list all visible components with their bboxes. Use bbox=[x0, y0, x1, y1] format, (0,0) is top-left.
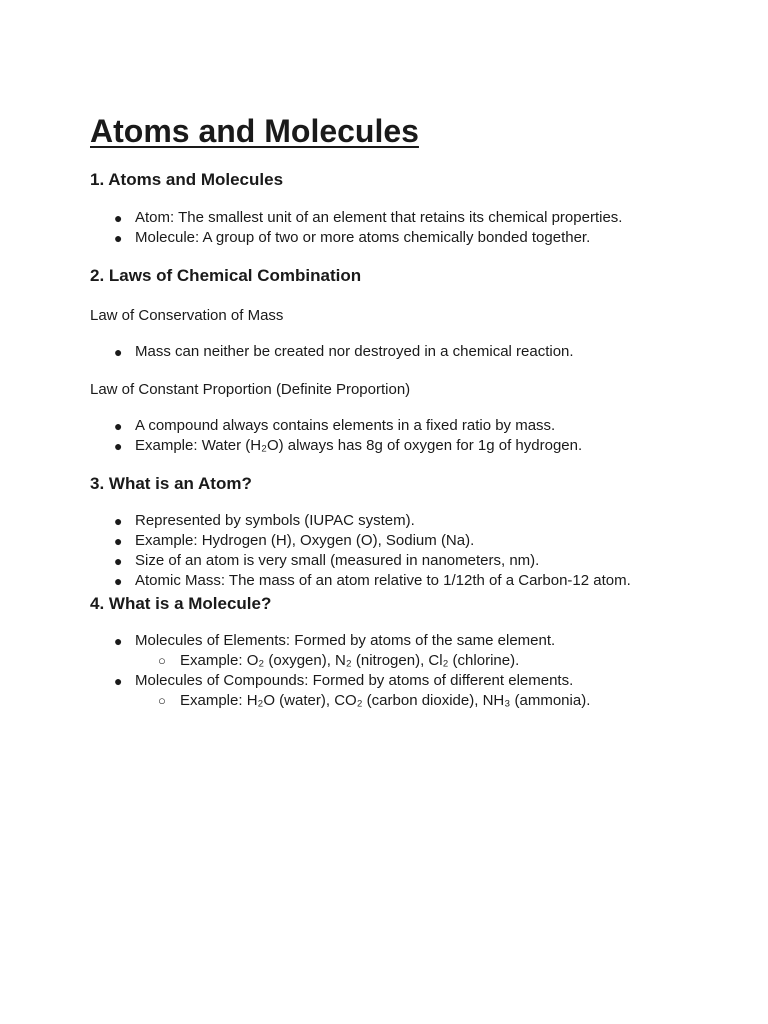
bullet-icon: ● bbox=[114, 553, 123, 569]
section-heading-what-is-an-atom: 3. What is an Atom? bbox=[90, 474, 252, 493]
sub-list-item bbox=[135, 691, 690, 711]
document-page bbox=[90, 112, 690, 711]
bullet-icon: ● bbox=[114, 673, 123, 689]
list-item-text: Size of an atom is very small (measured in nanometers, nm). bbox=[135, 552, 540, 569]
bullet-icon: ● bbox=[114, 438, 123, 454]
sub-list-item bbox=[135, 651, 690, 671]
list-item-text: Molecules of Elements: Formed by atoms of the same element. bbox=[135, 632, 556, 649]
bullet-icon: ● bbox=[114, 633, 123, 649]
list-item bbox=[90, 416, 690, 436]
list-item-text: A compound always contains elements in a fixed ratio by mass. bbox=[135, 417, 556, 434]
bullet-icon: ● bbox=[114, 210, 123, 226]
document-title: Atoms and Molecules bbox=[90, 113, 419, 149]
bullet-list bbox=[90, 416, 690, 456]
bullet-icon: ● bbox=[114, 230, 123, 246]
section-heading-atoms-and-molecules: 1. Atoms and Molecules bbox=[90, 170, 284, 189]
bullet-list bbox=[90, 631, 690, 711]
list-item-text: Example: Hydrogen (H), Oxygen (O), Sodium (Na). bbox=[135, 532, 475, 549]
bullet-icon: ● bbox=[114, 344, 123, 360]
bullet-list bbox=[90, 208, 690, 248]
list-item-text: Example: Water (H₂O) always has 8g of oxygen for 1g of hydrogen. bbox=[135, 437, 583, 454]
sub-bullet-icon: ○ bbox=[158, 693, 166, 708]
list-item bbox=[90, 342, 690, 362]
list-item bbox=[90, 631, 690, 671]
section-heading-what-is-a-molecule: 4. What is a Molecule? bbox=[90, 594, 272, 613]
sub-list-item-text: Example: O₂ (oxygen), N₂ (nitrogen), Cl₂ (chlorine). bbox=[180, 652, 520, 669]
sub-bullet-list bbox=[135, 651, 690, 671]
list-item bbox=[90, 531, 690, 551]
list-item-text: Atom: The smallest unit of an element that retains its chemical properties. bbox=[135, 209, 623, 226]
sub-bullet-icon: ○ bbox=[158, 653, 166, 668]
list-item bbox=[90, 436, 690, 456]
section-heading-laws: 2. Laws of Chemical Combination bbox=[90, 266, 362, 285]
bullet-list bbox=[90, 511, 690, 591]
law-name: Law of Constant Proportion (Definite Proportion) bbox=[90, 381, 411, 398]
list-item bbox=[90, 228, 690, 248]
list-item-text: Molecules of Compounds: Formed by atoms of different elements. bbox=[135, 672, 574, 689]
list-item bbox=[90, 571, 690, 591]
list-item-text: Atomic Mass: The mass of an atom relative to 1/12th of a Carbon-12 atom. bbox=[135, 572, 631, 589]
sub-bullet-list bbox=[135, 691, 690, 711]
list-item bbox=[90, 671, 690, 711]
bullet-icon: ● bbox=[114, 573, 123, 589]
law-name: Law of Conservation of Mass bbox=[90, 307, 284, 324]
list-item-text: Molecule: A group of two or more atoms chemically bonded together. bbox=[135, 229, 591, 246]
list-item-text: Mass can neither be created nor destroyed in a chemical reaction. bbox=[135, 343, 574, 360]
list-item bbox=[90, 511, 690, 531]
list-item bbox=[90, 208, 690, 228]
bullet-list bbox=[90, 342, 690, 362]
sub-list-item-text: Example: H₂O (water), CO₂ (carbon dioxide), NH₃ (ammonia). bbox=[180, 692, 591, 709]
list-item-text: Represented by symbols (IUPAC system). bbox=[135, 512, 415, 529]
bullet-icon: ● bbox=[114, 533, 123, 549]
list-item bbox=[90, 551, 690, 571]
bullet-icon: ● bbox=[114, 418, 123, 434]
bullet-icon: ● bbox=[114, 513, 123, 529]
